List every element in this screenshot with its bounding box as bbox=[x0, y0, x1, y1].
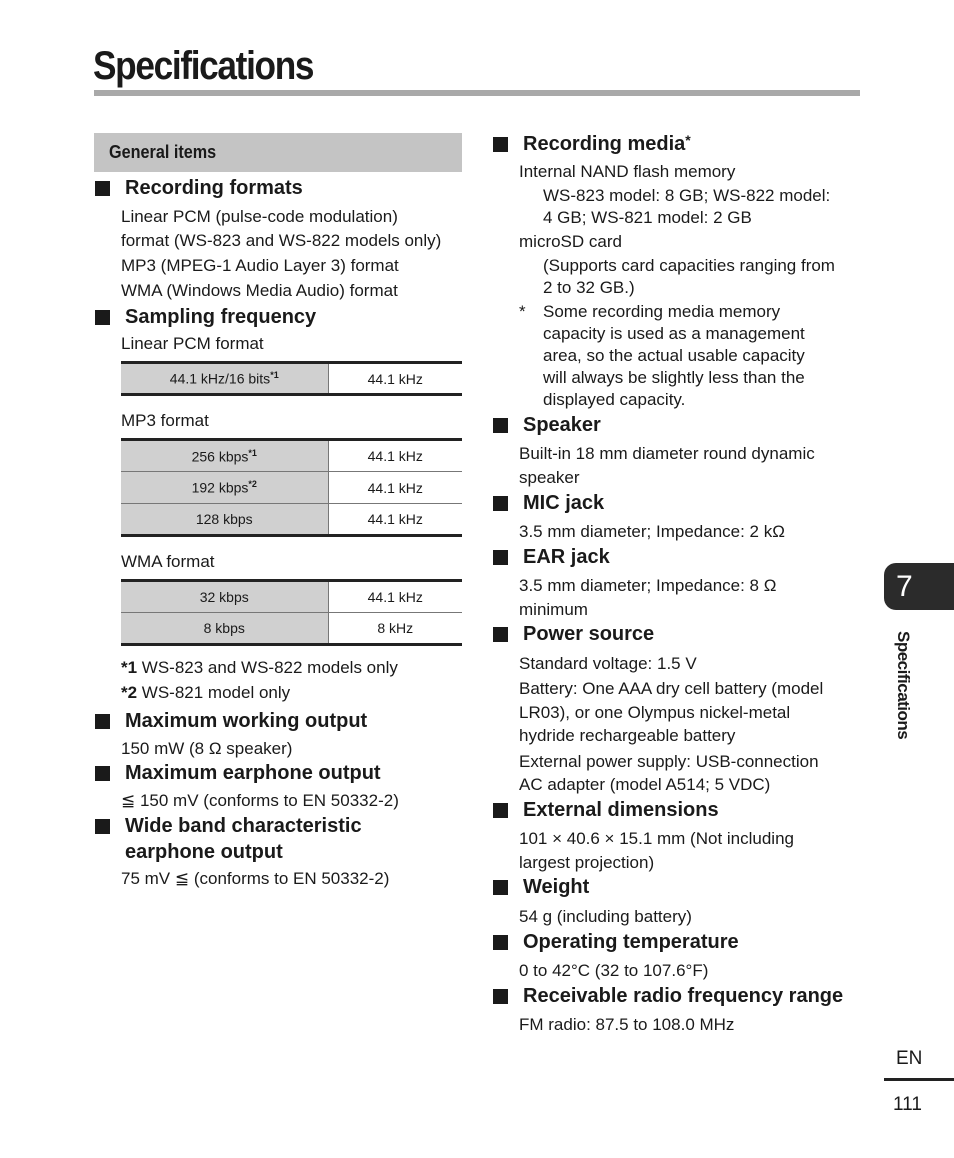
bullet-square-icon bbox=[95, 819, 110, 834]
text-line: MP3 (MPEG-1 Audio Layer 3) format bbox=[121, 256, 399, 275]
table-cell-key: 192 kbps$^{*2}$ bbox=[121, 472, 328, 504]
table-row bbox=[121, 504, 462, 536]
text-line: FM radio: 87.5 to 108.0 MHz bbox=[519, 1015, 735, 1034]
bullet-square-icon bbox=[493, 627, 508, 642]
table-row bbox=[121, 440, 462, 472]
text-line: WS-823 model: 8 GB; WS-822 model: bbox=[543, 186, 831, 205]
text-line: 0 to 42°C (32 to 107.6°F) bbox=[519, 961, 709, 980]
text-line: minimum bbox=[519, 600, 588, 619]
text-line: 3.5 mm diameter; Impedance: 2 kΩ bbox=[519, 522, 785, 541]
side-label: Specifications bbox=[894, 631, 913, 740]
table-cell-key: 128 kbps bbox=[121, 504, 328, 536]
text-line: largest projection) bbox=[519, 853, 655, 872]
bullet-square-icon bbox=[493, 496, 508, 511]
text-line: displayed capacity. bbox=[543, 390, 686, 409]
table-cell-value: 44.1 kHz bbox=[328, 581, 462, 613]
page-number: 111 bbox=[893, 1094, 922, 1115]
table-cell-value: 44.1 kHz bbox=[328, 472, 462, 504]
text-line: Built-in 18 mm diameter round dynamic bbox=[519, 444, 815, 463]
text-line: Some recording media memory bbox=[543, 302, 781, 321]
bullet-square-icon bbox=[493, 550, 508, 565]
text-line: External power supply: USB-connection bbox=[519, 752, 819, 771]
table-cell-key: 256 kbps$^{*1}$ bbox=[121, 440, 328, 472]
text-line: Battery: One AAA dry cell battery (model bbox=[519, 679, 824, 698]
table-row bbox=[121, 581, 462, 613]
table-row bbox=[121, 613, 462, 645]
text-line: LR03), or one Olympus nickel-metal bbox=[519, 703, 791, 722]
table-mp3 bbox=[121, 438, 462, 537]
page-title: Specifications bbox=[93, 44, 314, 88]
text-line: 75 mV ≦ (conforms to EN 50332-2) bbox=[121, 869, 390, 888]
text-line: 150 mW (8 Ω speaker) bbox=[121, 739, 293, 758]
title-rule bbox=[94, 90, 860, 96]
text-line: (Supports card capacities ranging from bbox=[543, 256, 835, 275]
text-line: speaker bbox=[519, 468, 580, 487]
text-line: format (WS-823 and WS-822 models only) bbox=[121, 231, 442, 250]
text-line: Linear PCM (pulse-code modulation) bbox=[121, 207, 398, 226]
text-line: 54 g (including battery) bbox=[519, 907, 692, 926]
table-cell-key: 32 kbps bbox=[121, 581, 328, 613]
bullet-square-icon bbox=[493, 418, 508, 433]
bullet-square-icon bbox=[95, 714, 110, 729]
bullet-square-icon bbox=[95, 181, 110, 196]
bullet-square-icon bbox=[493, 880, 508, 895]
footer-rule bbox=[884, 1078, 954, 1081]
text-line: 3.5 mm diameter; Impedance: 8 Ω bbox=[519, 576, 777, 595]
table-cell-key: 8 kbps bbox=[121, 613, 328, 645]
table-cell-value: 44.1 kHz bbox=[328, 363, 462, 395]
text-line: 101 × 40.6 × 15.1 mm (Not including bbox=[519, 829, 794, 848]
text-line: capacity is used as a management bbox=[543, 324, 805, 343]
footnote-1: *1 WS-823 and WS-822 models only bbox=[121, 658, 398, 677]
text-line: AC adapter (model A514; 5 VDC) bbox=[519, 775, 771, 794]
table-row bbox=[121, 472, 462, 504]
table-wma bbox=[121, 579, 462, 646]
bullet-square-icon bbox=[493, 989, 508, 1004]
text-line: will always be slightly less than the bbox=[543, 368, 805, 387]
bullet-square-icon bbox=[493, 803, 508, 818]
language-label: EN bbox=[896, 1048, 923, 1069]
label-mp3: MP3 format bbox=[121, 411, 209, 430]
label-linear-pcm: Linear PCM format bbox=[121, 334, 264, 353]
text-line: microSD card bbox=[519, 232, 622, 251]
text-line: Internal NAND flash memory bbox=[519, 162, 736, 181]
text-line: ≦ 150 mV (conforms to EN 50332-2) bbox=[121, 791, 399, 810]
bullet-square-icon bbox=[493, 935, 508, 950]
footnote-2: *2 WS-821 model only bbox=[121, 683, 291, 702]
table-cell-value: 44.1 kHz bbox=[328, 504, 462, 536]
table-row bbox=[121, 363, 462, 395]
text-line: hydride rechargeable battery bbox=[519, 726, 736, 745]
bullet-square-icon bbox=[95, 310, 110, 325]
table-cell-value: 44.1 kHz bbox=[328, 440, 462, 472]
text-line: Standard voltage: 1.5 V bbox=[519, 654, 697, 673]
note-mark: * bbox=[519, 302, 526, 321]
section-header-general-items: General items bbox=[94, 133, 462, 172]
label-wma: WMA format bbox=[121, 552, 215, 571]
table-cell-value: 8 kHz bbox=[328, 613, 462, 645]
text-line: 2 to 32 GB.) bbox=[543, 278, 635, 297]
text-line: area, so the actual usable capacity bbox=[543, 346, 805, 365]
bullet-square-icon bbox=[493, 137, 508, 152]
text-line: WMA (Windows Media Audio) format bbox=[121, 281, 398, 300]
bullet-square-icon bbox=[95, 766, 110, 781]
table-linear-pcm bbox=[121, 361, 462, 396]
text-line: 4 GB; WS-821 model: 2 GB bbox=[543, 208, 752, 227]
table-cell-key: 44.1 kHz/16 bits$^{*1}$ bbox=[121, 363, 328, 395]
chapter-tab[interactable]: 7 bbox=[884, 563, 954, 610]
